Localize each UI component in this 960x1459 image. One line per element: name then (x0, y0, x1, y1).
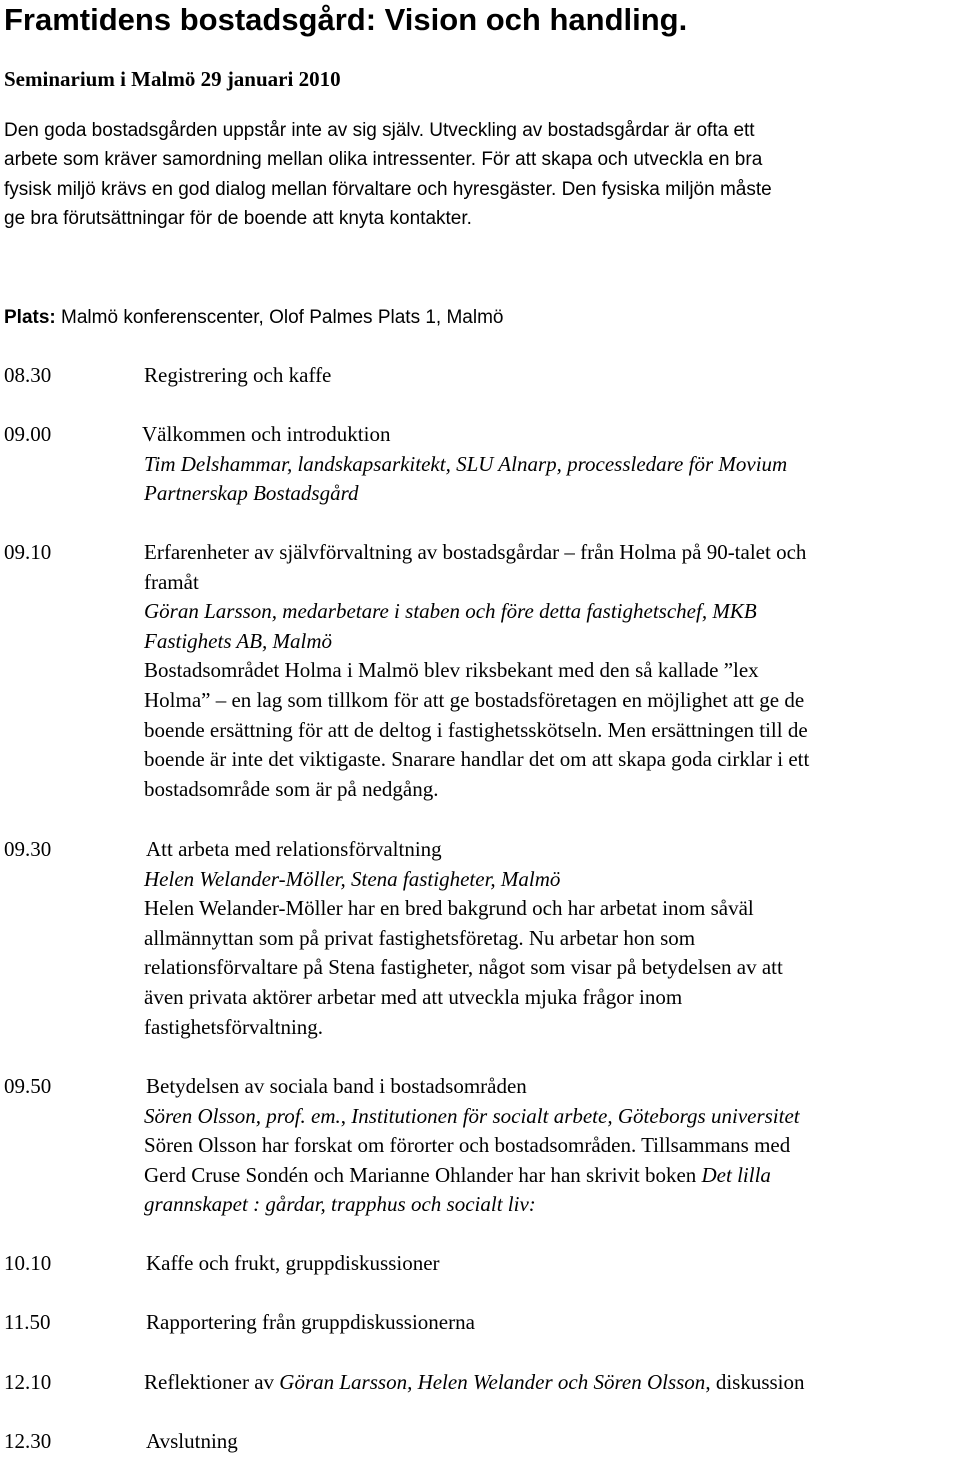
program-description (144, 1161, 960, 1191)
program-title: Välkommen och introduktion (142, 422, 391, 446)
program-time: 09.30 (4, 837, 52, 861)
description-text: Gerd Cruse Sondén och Marianne Ohlander har han skrivit boken (144, 1162, 702, 1187)
program-title: Betydelsen av sociala band i bostadsområden (146, 1074, 527, 1098)
venue-value: Malmö konferenscenter, Olof Palmes Plats 1, Malmö (61, 307, 504, 328)
program-description: bostadsområde som är på nedgång. (144, 776, 439, 801)
program-description: Helen Welander-Möller har en bred bakgrund och har arbetat inom såväl (144, 896, 754, 921)
book-title: grannskapet : gårdar, trapphus och socialt liv: (144, 1192, 536, 1217)
intro-line: ge bra förutsättningar för de boende att knyta kontakter. (4, 208, 472, 229)
program-time: 12.30 (4, 1429, 52, 1453)
program-description: Sören Olsson har forskat om förorter och bostadsområden. Tillsammans med (144, 1133, 791, 1158)
program-title (144, 1368, 960, 1398)
intro-line: Den goda bostadsgården uppstår inte av sig själv. Utveckling av bostadsgårdar är ofta ett (4, 120, 755, 141)
program-description: Holma” – en lag som tillkom för att ge bostadsföretagen en möjlighet att ge de (144, 687, 805, 712)
program-time: 12.10 (4, 1370, 52, 1394)
intro-line: arbete som kräver samordning mellan olika intressenter. För att skapa och utveckla en bra (4, 149, 763, 170)
program-speaker: Göran Larsson, medarbetare i staben och före detta fastighetschef, MKB (144, 599, 757, 624)
program-description: Bostadsområdet Holma i Malmö blev riksbekant med den så kallade ”lex (144, 658, 759, 683)
program-time: 09.50 (4, 1074, 52, 1098)
program-speaker: Partnerskap Bostadsgård (144, 481, 359, 506)
program-title: Erfarenheter av självförvaltning av bostadsgårdar – från Holma på 90-talet och (144, 540, 807, 564)
program-time: 09.10 (4, 540, 52, 564)
program-title: framåt (144, 569, 199, 594)
speaker-name: Sören Olsson, prof. em. (144, 1103, 341, 1128)
program-description: även privata aktörer arbetar med att utveckla mjuka frågor inom (144, 984, 683, 1009)
program-speaker: Tim Delshammar, landskapsarkitekt, SLU Alnarp, processledare för Movium (144, 451, 788, 476)
program-time: 08.30 (4, 363, 52, 387)
program-title: Kaffe och frukt, gruppdiskussioner (146, 1251, 440, 1275)
page-subtitle: Seminarium i Malmö 29 januari 2010 (4, 67, 341, 91)
venue-label: Plats: (4, 307, 56, 328)
program-description: fastighetsförvaltning. (144, 1014, 324, 1039)
page-title: Framtidens bostadsgård: Vision och handling. (4, 2, 688, 37)
program-title: Rapportering från gruppdiskussionerna (146, 1310, 475, 1334)
program-title: Avslutning (146, 1429, 238, 1453)
program-title: Att arbeta med relationsförvaltning (146, 837, 442, 861)
program-speaker: Fastighets AB, Malmö (144, 628, 333, 653)
title-names: Göran Larsson, Helen Welander och Sören Olsson (279, 1370, 706, 1394)
title-text: , diskussion (705, 1370, 805, 1394)
program-speaker: Helen Welander-Möller, Stena fastigheter, Malmö (144, 866, 561, 891)
program-description: boende ersättning för att de deltog i fastighetsskötseln. Men ersättningen till de (144, 717, 808, 742)
speaker-affiliation: Institutionen för socialt arbete, Göteborgs universitet (346, 1103, 800, 1128)
program-time: 10.10 (4, 1251, 52, 1275)
program-time: 11.50 (4, 1310, 51, 1334)
program-description: relationsförvaltare på Stena fastigheter, något som visar på betydelsen av att (144, 955, 783, 980)
intro-line: fysisk miljö krävs en god dialog mellan förvaltare och hyresgäster. Den fysiska miljön måste (4, 179, 772, 200)
program-speaker (144, 1102, 960, 1132)
speaker-comma: , (340, 1103, 347, 1128)
title-text: Reflektioner av (144, 1370, 280, 1394)
program-title: Registrering och kaffe (144, 363, 332, 387)
program-time: 09.00 (4, 422, 52, 446)
program-description: boende är inte det viktigaste. Snarare handlar det om att skapa goda cirklar i ett (144, 747, 810, 772)
program-description: allmännyttan som på privat fastighetsföretag. Nu arbetar hon som (144, 925, 696, 950)
book-title: Det lilla (701, 1162, 771, 1187)
venue-line (4, 303, 504, 333)
